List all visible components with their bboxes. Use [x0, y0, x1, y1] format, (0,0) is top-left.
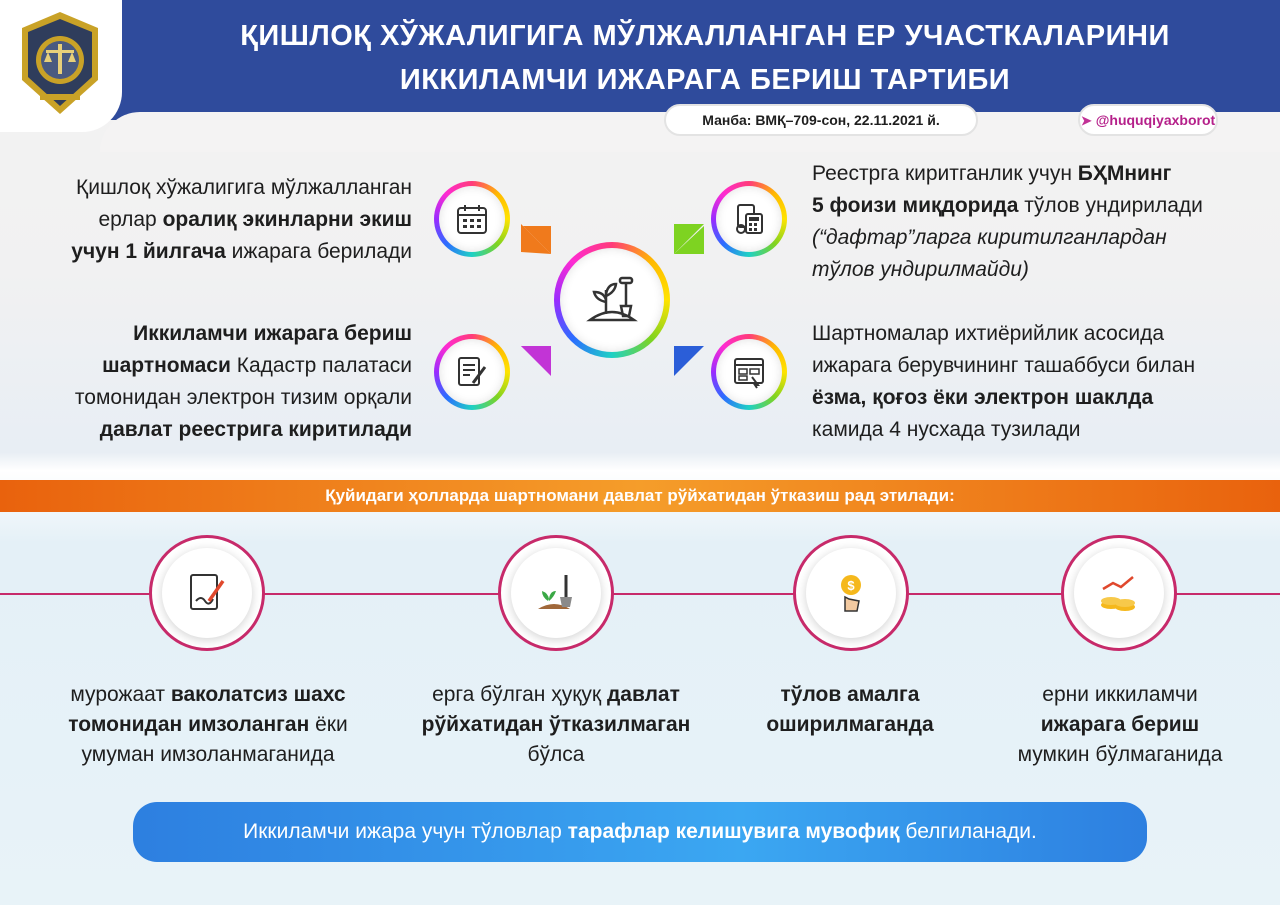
case4-text-2: мумкин бўлмаганида	[1017, 743, 1223, 766]
case1-text-2: ёки	[309, 713, 348, 736]
br-text-3: камида 4 нусхада тузилади	[812, 418, 1081, 441]
arrow-tr-icon	[672, 222, 706, 256]
center-circle	[554, 242, 670, 358]
tl-text-3: ижарага берилади	[225, 240, 412, 263]
tr-text-2: тўлов ундирилади	[1018, 194, 1203, 217]
case-circle-4	[1061, 535, 1177, 651]
arrow-bl-icon	[519, 344, 553, 378]
svg-text:$: $	[847, 578, 855, 593]
document-edit-icon	[455, 355, 489, 389]
footer-text-1: Иккиламчи ижара учун тўловлар	[243, 820, 568, 843]
calculator-circle	[711, 181, 787, 257]
contract-circle	[434, 334, 510, 410]
page-title	[135, 14, 1275, 102]
form-circle	[711, 334, 787, 410]
tr-text-1: Реестрга киритганлик учун	[812, 162, 1078, 185]
tr-italic-2: тўлов ундирилмайди)	[812, 258, 1029, 281]
tl-bold-2: учун 1 йилгача	[71, 240, 226, 263]
case-text-2	[386, 680, 726, 770]
case1-bold-1: ваколатсиз шахс	[170, 683, 346, 706]
case4-text-1: ерни иккиламчи	[1042, 683, 1198, 706]
case-circle-3	[793, 535, 909, 651]
case-text-4	[990, 680, 1250, 770]
bl-bold-2: шартномаси	[102, 354, 231, 377]
title-line-2: ИККИЛАМЧИ ИЖАРАГА БЕРИШ ТАРТИБИ	[399, 64, 1011, 96]
tl-line1: Қишлоқ хўжалигига мўлжалланган	[76, 176, 412, 199]
tr-italic-1: (“дафтар”ларга киритилганлардан	[812, 226, 1167, 249]
case4-bold-1: ижарага бериш	[1040, 713, 1200, 736]
telegram-handle: @huquqiyaxborot	[1095, 112, 1216, 128]
br-text-2: ижарага берувчининг ташаббуси билан	[812, 354, 1196, 377]
case3-bold-2: оширилмаганда	[766, 713, 934, 736]
bl-text-1: Кадастр палатаси	[230, 354, 412, 377]
case2-text-1: ерга бўлган ҳуқуқ	[432, 683, 607, 706]
case1-bold-2: томонидан имзоланган	[68, 713, 310, 736]
case3-bold-1: тўлов амалга	[780, 683, 920, 706]
footer-text-2: белгиланади.	[899, 820, 1037, 843]
tr-bold-1: БҲМнинг	[1077, 162, 1172, 185]
coin-hand-icon	[829, 571, 873, 615]
block-bottom-right	[812, 318, 1272, 446]
footer-bold: тарафлар келишувига мувофиқ	[567, 820, 900, 843]
calendar-icon	[455, 202, 489, 236]
coins-growth-icon	[1097, 571, 1141, 615]
case2-bold-2: рўйхатидан ўтказилмаган	[421, 713, 691, 736]
case-circle-2	[498, 535, 614, 651]
land-shovel-icon	[534, 571, 578, 615]
arrow-tl-icon	[519, 222, 553, 256]
bl-bold-3: давлат реестрига киритилади	[99, 418, 412, 441]
case-text-1	[30, 680, 386, 770]
case2-text-2: бўлса	[527, 743, 585, 766]
case2-bold-1: давлат	[606, 683, 680, 706]
telegram-link[interactable]	[1078, 104, 1218, 136]
br-bold-1: ёзма, қоғоз ёки электрон шаклда	[812, 386, 1154, 409]
case-circle-1	[149, 535, 265, 651]
calendar-circle	[434, 181, 510, 257]
tl-bold-1: оралиқ экинларни экиш	[162, 208, 412, 231]
block-bottom-left	[10, 318, 412, 446]
case-text-3	[730, 680, 970, 740]
ministry-emblem-icon	[14, 10, 106, 120]
case1-text-3: умуман имзоланмаганида	[81, 743, 335, 766]
signature-document-icon	[185, 571, 229, 615]
title-line-1: ҚИШЛОҚ ХЎЖАЛИГИГА МЎЛЖАЛЛАНГАН ЕР УЧАСТКАЛАРИНИ	[240, 20, 1170, 52]
tr-bold-2: 5 фоизи миқдорида	[812, 194, 1019, 217]
source-badge: Манба: ВМҚ–709-сон, 22.11.2021 й.	[664, 104, 978, 136]
footer-note	[133, 802, 1147, 862]
logo-container	[0, 0, 122, 132]
case1-text-1: мурожаат	[70, 683, 171, 706]
telegram-icon: ➤	[1080, 113, 1092, 128]
calculator-icon	[732, 202, 766, 236]
block-top-left	[20, 172, 412, 268]
block-top-right	[812, 158, 1272, 286]
online-form-icon	[732, 355, 766, 389]
bl-text-2: томонидан электрон тизим орқали	[74, 386, 412, 409]
arrow-br-icon	[672, 344, 706, 378]
refusal-banner: Қуйидаги ҳолларда шартномани давлат рўйхатидан ўтказиш рад этилади:	[0, 480, 1280, 512]
tl-text-2: ерлар	[98, 208, 163, 231]
br-text-1: Шартномалар ихтиёрийлик асосида	[812, 322, 1165, 345]
plant-shovel-icon	[582, 270, 642, 330]
bl-bold-1: Иккиламчи ижарага бериш	[133, 322, 412, 345]
